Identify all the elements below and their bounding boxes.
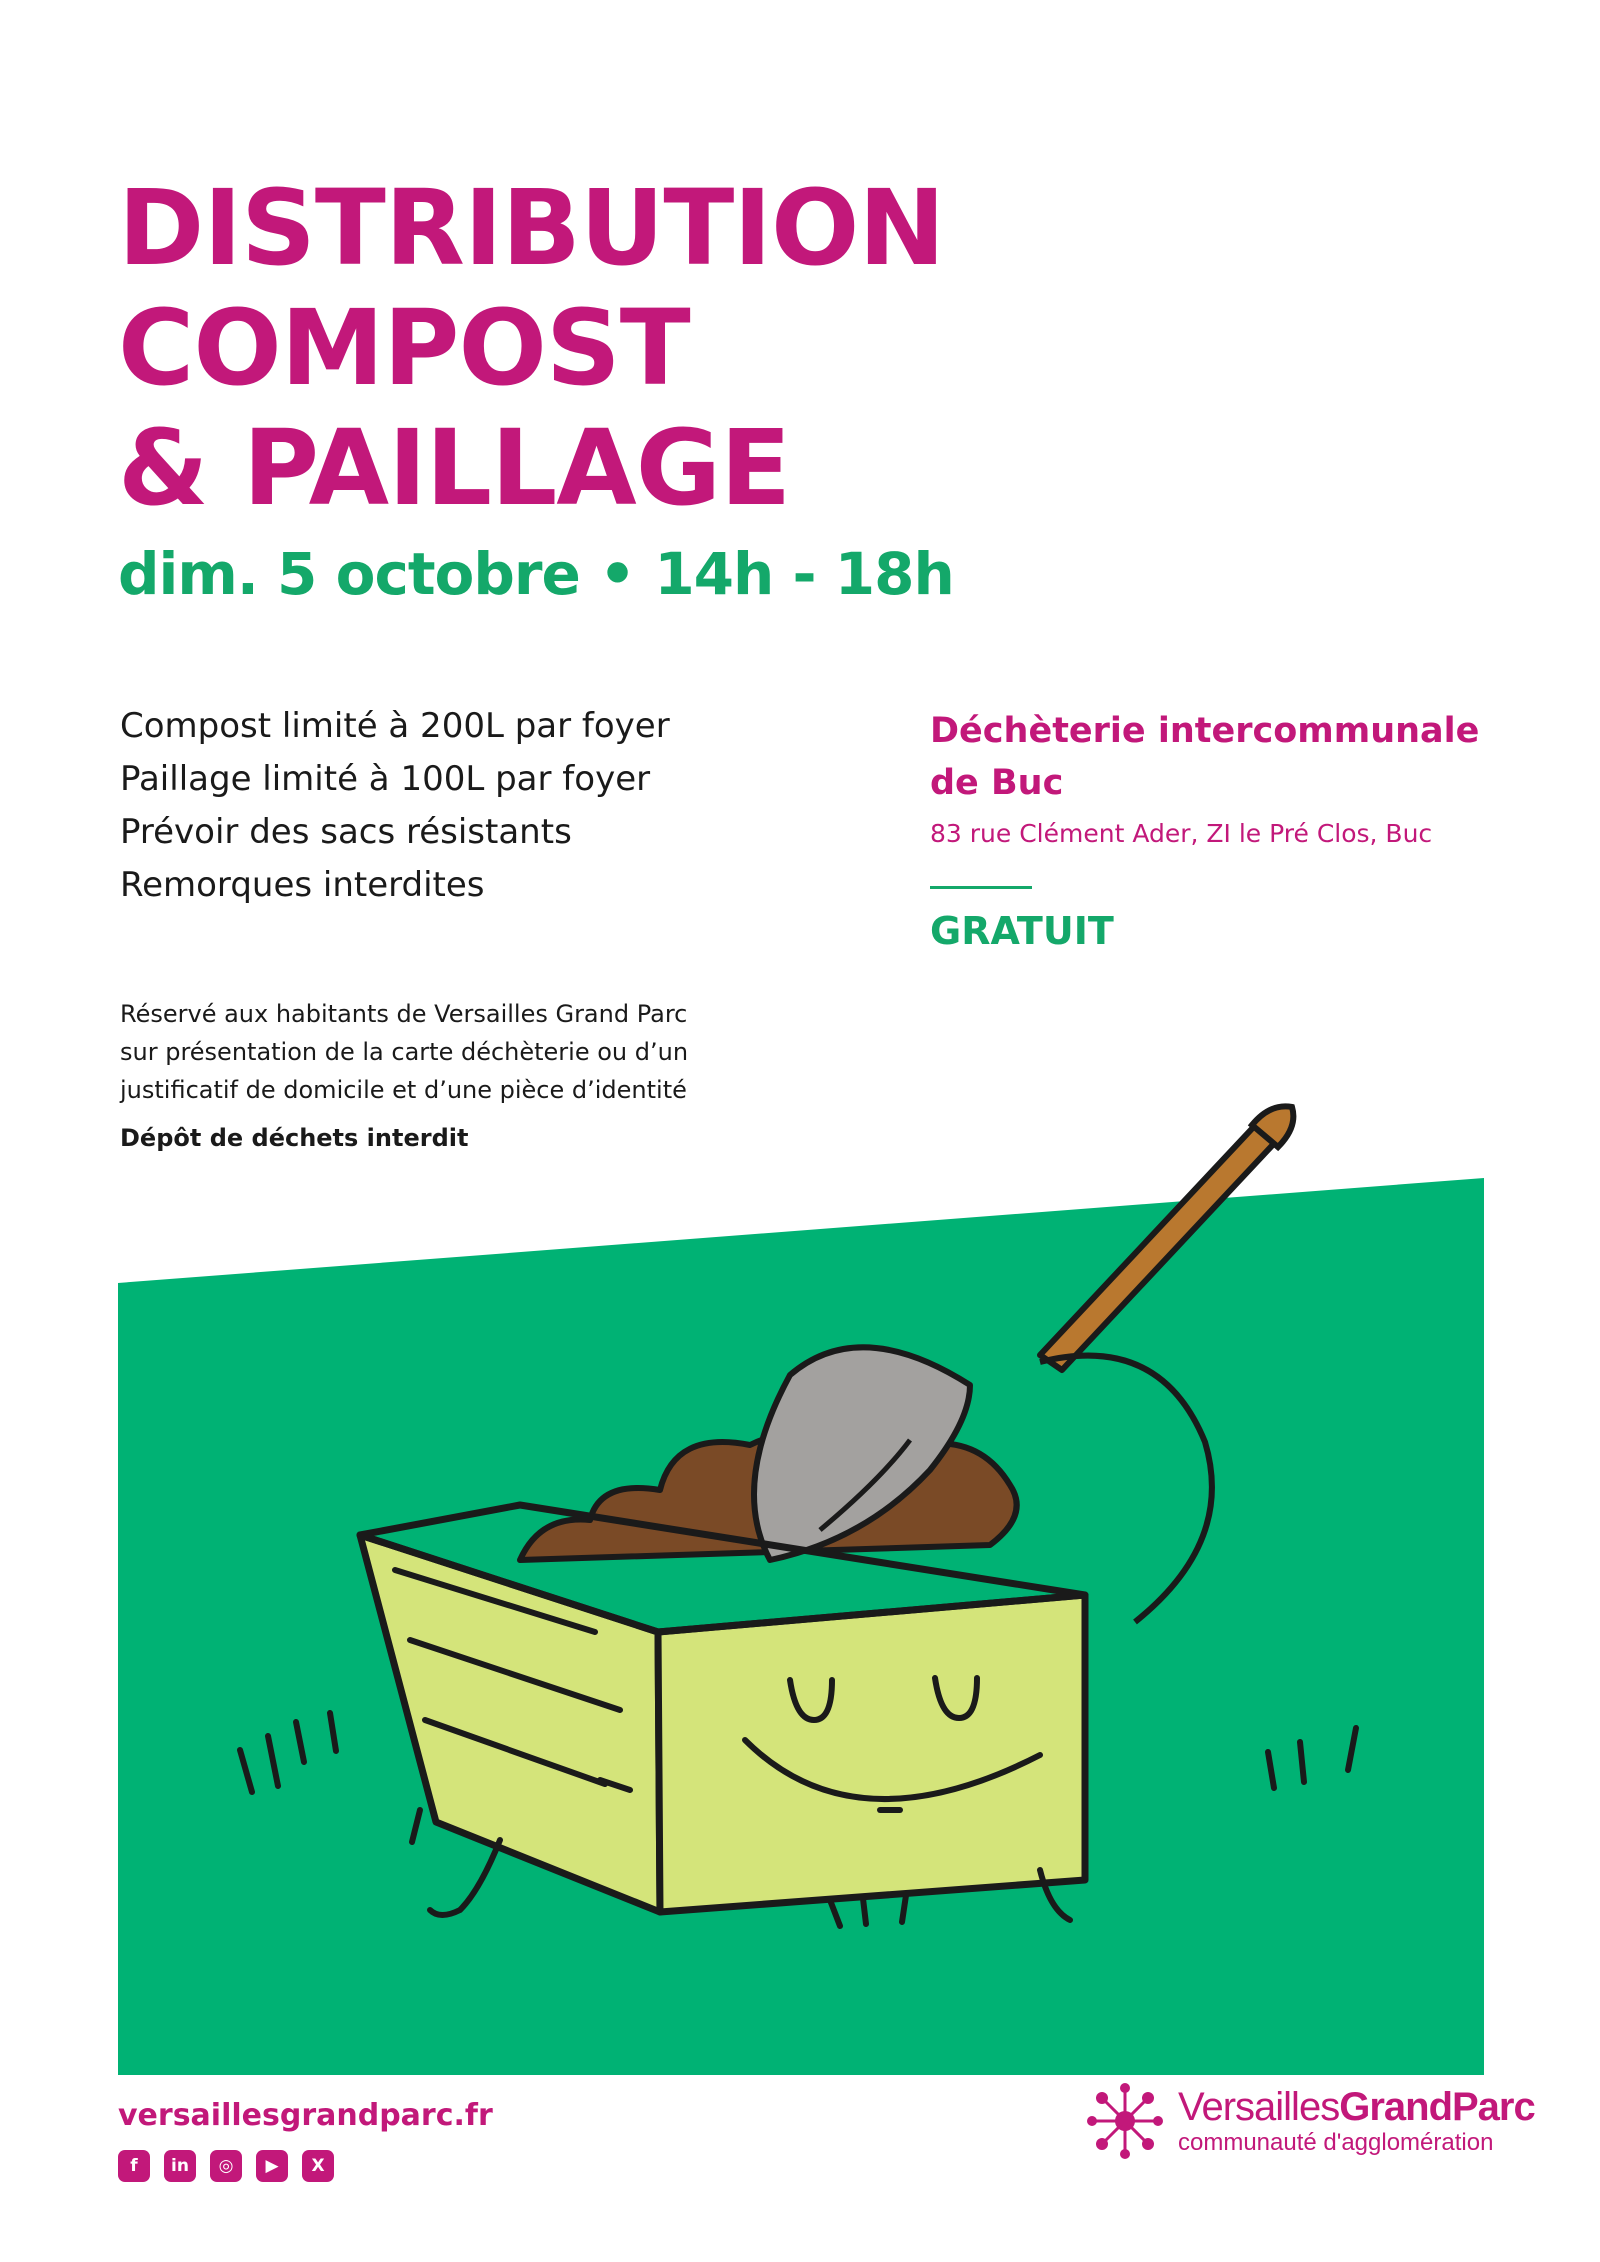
x-icon[interactable]: X	[302, 2150, 334, 2182]
venue-address: 83 rue Clément Ader, ZI le Pré Clos, Buc	[930, 819, 1433, 848]
website-link[interactable]: versaillesgrandparc.fr	[118, 2098, 493, 2133]
logo-name-light: Versailles	[1178, 2085, 1340, 2129]
notice-line: sur présentation de la carte déchèterie ou d’un	[120, 1038, 689, 1066]
title-line-3: & PAILLAGE	[118, 407, 791, 529]
shovel-handle	[902, 448, 1285, 1108]
price-label: GRATUIT	[930, 909, 1114, 953]
event-date: dim. 5 octobre • 14h - 18h	[118, 540, 954, 608]
rule-item: Compost limité à 200L par foyer	[120, 706, 670, 746]
title-line-1: DISTRIBUTION	[118, 167, 945, 289]
notice-line: Réservé aux habitants de Versailles Grand Parc	[120, 1000, 688, 1028]
logo-subtitle: communauté d'agglomération	[1178, 2129, 1494, 2156]
versailles-grand-parc-logo	[1082, 2078, 1535, 2164]
linkedin-icon[interactable]: in	[164, 2150, 196, 2182]
rule-item: Prévoir des sacs résistants	[120, 812, 572, 852]
venue-name-line-1: Déchèterie intercommunale	[930, 711, 1480, 751]
logo-name-bold: GrandParc	[1339, 2085, 1535, 2129]
title-line-2: COMPOST	[118, 287, 690, 409]
logo-name	[1178, 2085, 1535, 2129]
notice-warning: Dépôt de déchets interdit	[120, 1124, 469, 1152]
rule-item: Paillage limité à 100L par foyer	[120, 759, 651, 799]
box-front	[658, 1595, 1085, 1912]
facebook-icon[interactable]: f	[118, 2150, 150, 2182]
youtube-icon[interactable]: ▶	[256, 2150, 288, 2182]
logo-text	[1178, 2085, 1535, 2157]
logo-emblem-icon	[1082, 2078, 1168, 2164]
instagram-icon[interactable]: ◎	[210, 2150, 242, 2182]
rule-item: Remorques interdites	[120, 865, 485, 905]
venue-name-line-2: de Buc	[930, 763, 1064, 803]
social-links	[118, 2150, 334, 2182]
notice-line: justificatif de domicile et d’une pièce d’identité	[120, 1076, 687, 1104]
